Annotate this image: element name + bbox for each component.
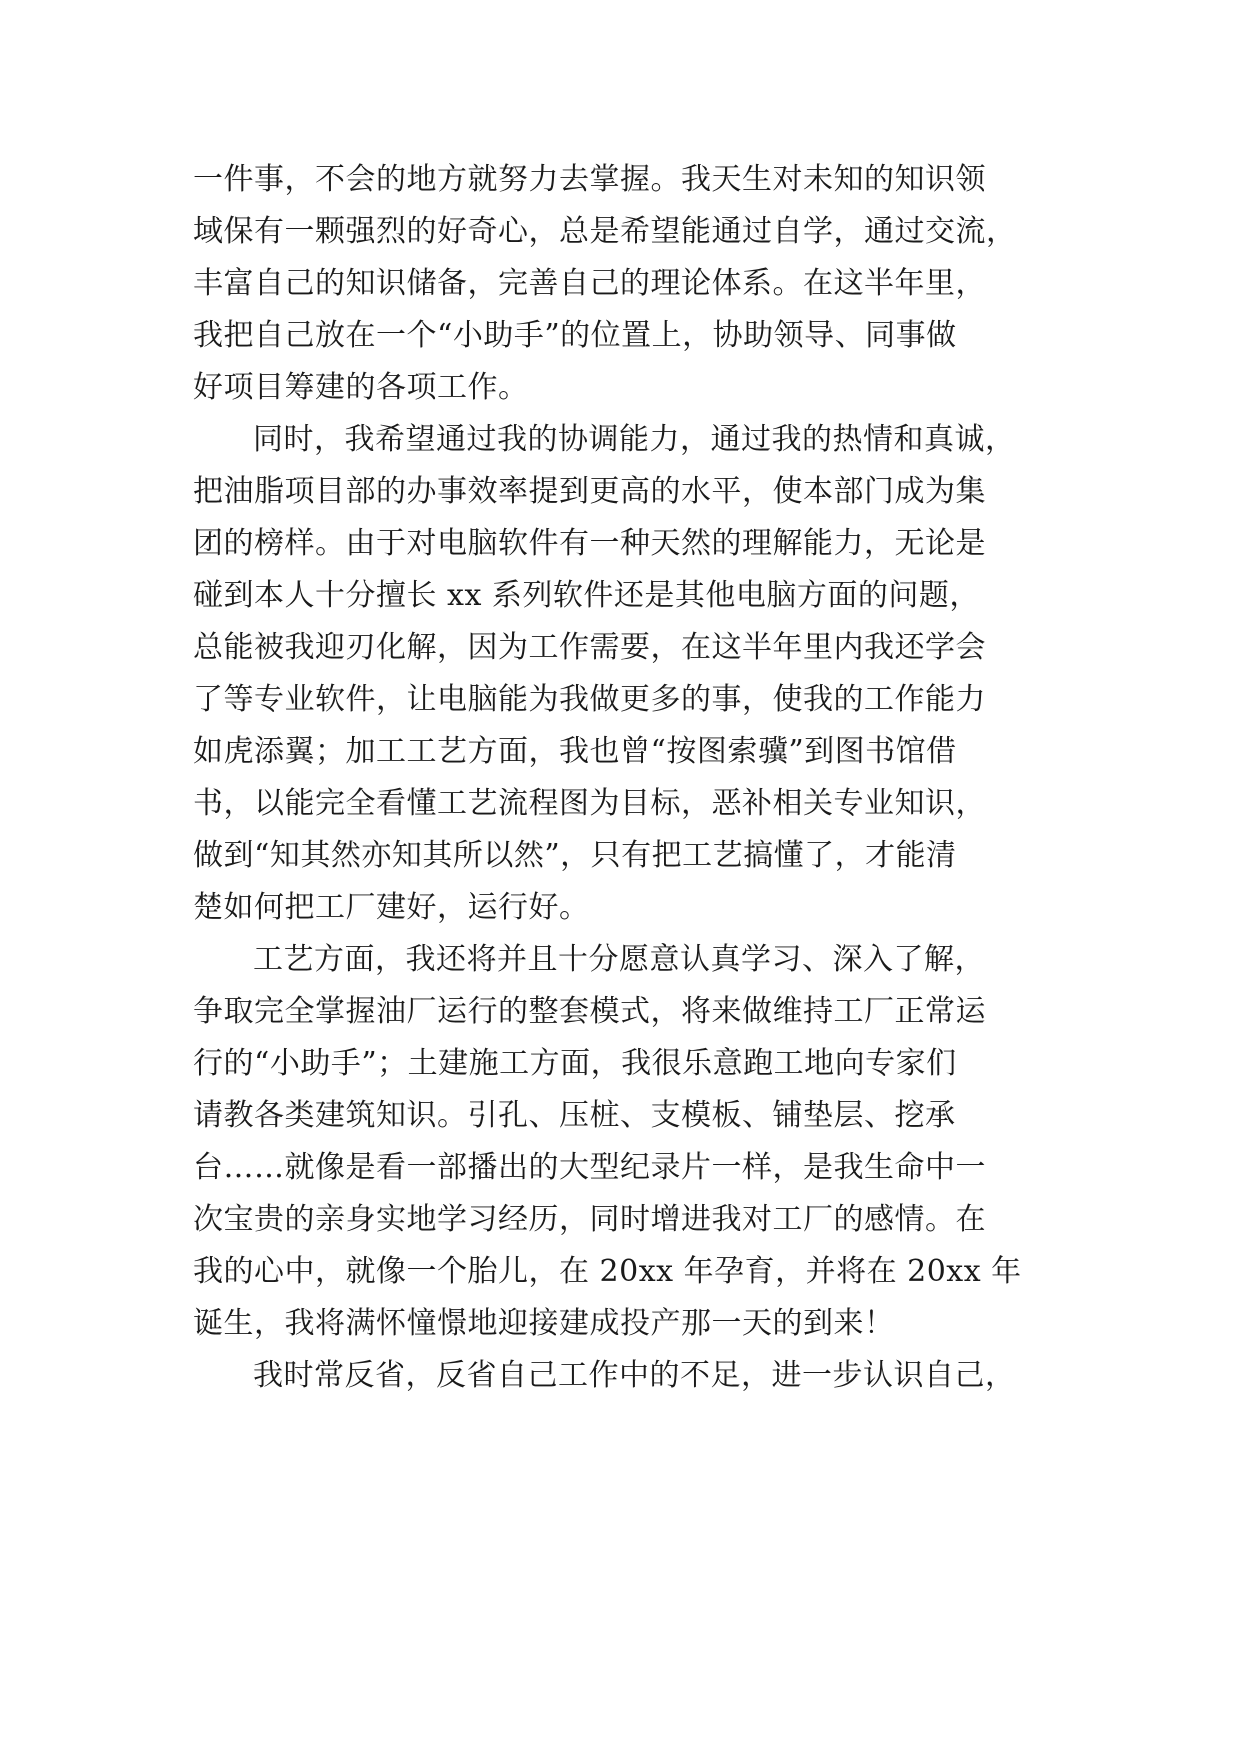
text-line: 域保有一颗强烈的好奇心，总是希望能通过自学，通过交流， bbox=[193, 214, 1017, 249]
text-line: 丰富自己的知识储备，完善自己的理论体系。在这半年里， bbox=[193, 266, 986, 301]
text-line: 楚如何把工厂建好，运行好。 bbox=[193, 890, 590, 925]
text-line: 台……就像是看一部播出的大型纪录片一样，是我生命中一 bbox=[193, 1150, 986, 1185]
text-line: 行的“小助手”；土建施工方面，我很乐意跑工地向专家们 bbox=[193, 1046, 957, 1081]
text-line: 碰到本人十分擅长 xx 系列软件还是其他电脑方面的问题， bbox=[193, 578, 980, 613]
text-line: 如虎添翼；加工工艺方面，我也曾“按图索骥”到图书馆借 bbox=[193, 734, 957, 769]
text-line: 总能被我迎刃化解，因为工作需要，在这半年里内我还学会 bbox=[193, 630, 986, 665]
text-line: 了等专业软件，让电脑能为我做更多的事，使我的工作能力 bbox=[193, 682, 986, 717]
text-line: 我把自己放在一个“小助手”的位置上，协助领导、同事做 bbox=[193, 318, 957, 353]
text-line: 我的心中，就像一个胎儿，在 20xx 年孕育，并将在 20xx 年 bbox=[193, 1254, 1022, 1289]
paragraph-first-line: 工艺方面，我还将并且十分愿意认真学习、深入了解， bbox=[253, 942, 985, 977]
text-line: 请教各类建筑知识。引孔、压桩、支模板、铺垫层、挖承 bbox=[193, 1098, 956, 1133]
text-line: 诞生，我将满怀憧憬地迎接建成投产那一天的到来！ bbox=[193, 1306, 895, 1341]
paragraph-first-line: 我时常反省，反省自己工作中的不足，进一步认识自己， bbox=[253, 1358, 1016, 1393]
text-line: 书，以能完全看懂工艺流程图为目标，恶补相关专业知识， bbox=[193, 786, 986, 821]
text-line: 争取完全掌握油厂运行的整套模式，将来做维持工厂正常运 bbox=[193, 994, 986, 1029]
text-line: 次宝贵的亲身实地学习经历，同时增进我对工厂的感情。在 bbox=[193, 1202, 986, 1237]
text-line: 好项目筹建的各项工作。 bbox=[193, 370, 529, 405]
paragraph-first-line: 同时，我希望通过我的协调能力，通过我的热情和真诚， bbox=[253, 422, 1016, 457]
text-line: 把油脂项目部的办事效率提到更高的水平，使本部门成为集 bbox=[193, 474, 986, 509]
text-line: 一件事，不会的地方就努力去掌握。我天生对未知的知识领 bbox=[193, 162, 986, 197]
text-line: 团的榜样。由于对电脑软件有一种天然的理解能力，无论是 bbox=[193, 526, 986, 561]
text-line: 做到“知其然亦知其所以然”，只有把工艺搞懂了，才能清 bbox=[193, 838, 957, 873]
